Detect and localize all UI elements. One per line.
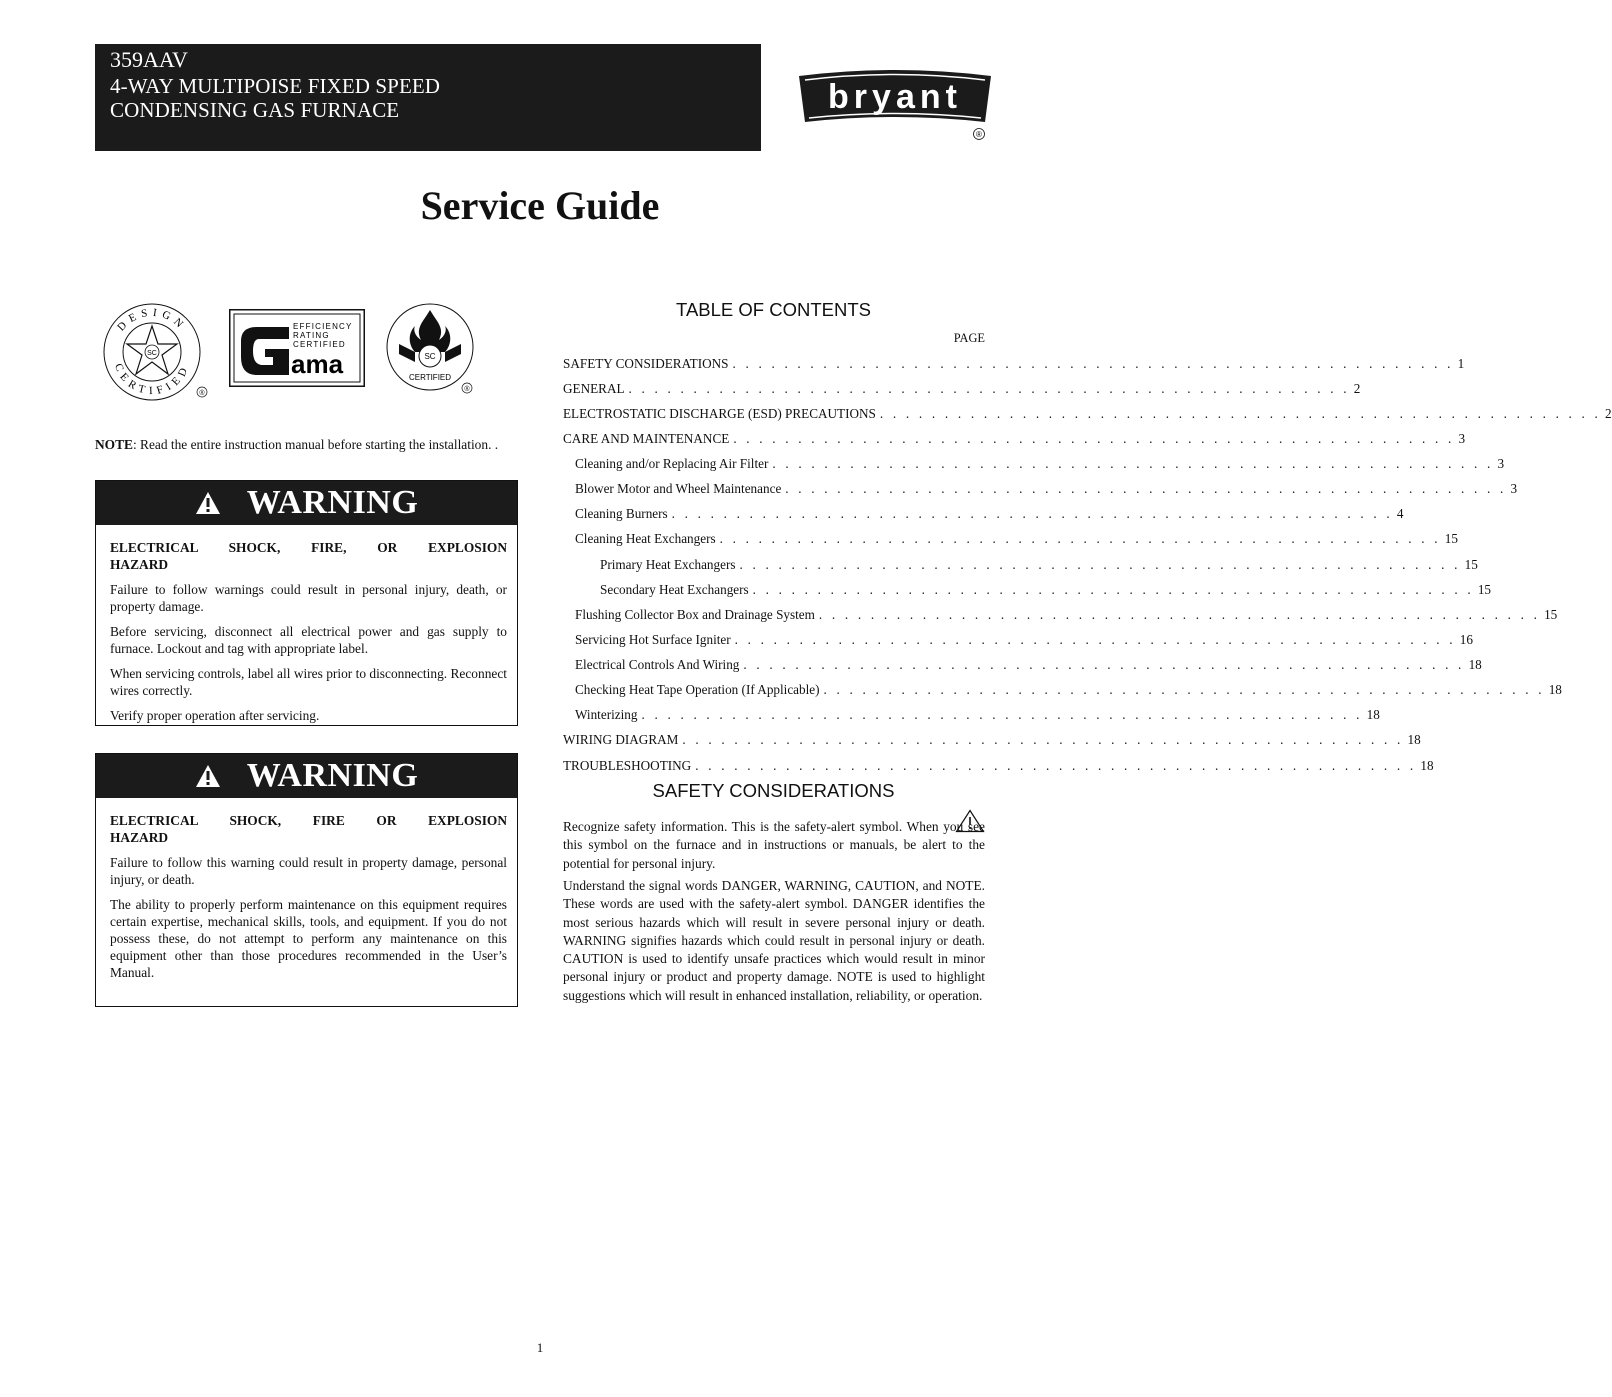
toc-leader: . . . . . . . . . . . . . . . . . . . . . . . . . . . . . . . . . . . . . . . . . . . . . . . . . . . . . . . . bbox=[641, 707, 1363, 722]
toc-leader: . . . . . . . . . . . . . . . . . . . . . . . . . . . . . . . . . . . . . . . . . . . . . . . . . . . . . . . . bbox=[733, 431, 1455, 446]
warning-box-2 bbox=[95, 753, 518, 1007]
toc-item[interactable] bbox=[575, 505, 1404, 523]
hazard-title-1-line2: HAZARD bbox=[110, 557, 169, 572]
toc-item-page: 18 bbox=[1407, 732, 1421, 747]
toc-item[interactable] bbox=[563, 380, 1361, 398]
toc-item[interactable] bbox=[563, 731, 1421, 749]
toc-item-label: ELECTROSTATIC DISCHARGE (ESD) PRECAUTIONS bbox=[563, 405, 880, 423]
toc-leader: . . . . . . . . . . . . . . . . . . . . . . . . . . . . . . . . . . . . . . . . . . . . . . . . . . . . . . . . bbox=[695, 758, 1417, 773]
toc-leader: . . . . . . . . . . . . . . . . . . . . . . . . . . . . . . . . . . . . . . . . . . . . . . . . . . . . . . . . bbox=[739, 557, 1461, 572]
toc-leader: . . . . . . . . . . . . . . . . . . . . . . . . . . . . . . . . . . . . . . . . . . . . . . . . . . . . . . . . bbox=[671, 506, 1393, 521]
gama-line2: RATING bbox=[293, 331, 330, 340]
toc-item[interactable] bbox=[575, 530, 1458, 548]
design-certified-seal bbox=[100, 300, 210, 404]
toc-item-page: 18 bbox=[1366, 707, 1380, 722]
toc-item[interactable] bbox=[575, 681, 1562, 699]
safety-paragraph-2: Understand the signal words DANGER, WARNING, CAUTION, and NOTE. These words are used with the safety-alert symbol. DANGER identifies the most serious hazards which will result in severe personal injury or death. WARNING signifies hazards which could result in personal injury or death. CAUTION is used to identify unsafe practices which would result in minor personal injury or product and property damage. NOTE is used to highlight suggestions which will result in enhanced installation, reliability, or operation. bbox=[563, 878, 985, 1003]
toc-item[interactable] bbox=[563, 355, 1465, 373]
gama-logo-text: ama bbox=[291, 349, 344, 379]
product-title-line1: 4-WAY MULTIPOISE FIXED SPEED bbox=[110, 74, 441, 98]
design-seal-bottom-text: CERTIFIED bbox=[111, 361, 193, 398]
safety-considerations-title: SAFETY CONSIDERATIONS bbox=[652, 780, 895, 801]
warning1-paragraph: Failure to follow warnings could result in personal injury, death, or property damage. bbox=[110, 582, 507, 614]
toc-leader: . . . . . . . . . . . . . . . . . . . . . . . . . . . . . . . . . . . . . . . . . . . . . . . . . . . . . . . . bbox=[734, 632, 1456, 647]
gama-efficiency-logo bbox=[229, 309, 365, 387]
toc-item[interactable] bbox=[563, 430, 1466, 448]
toc-item-page: 15 bbox=[1464, 557, 1478, 572]
toc-item-page: 3 bbox=[1458, 431, 1466, 446]
warning2-paragraph: The ability to properly perform maintenance on this equipment requires certain expertise, mechanical skills, tools, and equipment. If you do not possess these, do not attempt to perform any maintenance on this equipment other than those procedures recommended in the User’s Manual. bbox=[110, 897, 507, 980]
toc-item-label: Secondary Heat Exchangers bbox=[600, 581, 753, 599]
safety-alert-icon bbox=[195, 491, 221, 515]
toc-leader: . . . . . . . . . . . . . . . . . . . . . . . . . . . . . . . . . . . . . . . . . . . . . . . . . . . . . . . . bbox=[879, 406, 1602, 421]
toc-page-header: PAGE bbox=[953, 331, 985, 345]
hazard-title-2-line2: HAZARD bbox=[110, 830, 169, 845]
toc-title: TABLE OF CONTENTS bbox=[676, 299, 871, 320]
toc-item-label: Cleaning Burners bbox=[575, 505, 672, 523]
toc-item-page: 15 bbox=[1544, 607, 1558, 622]
toc-item-page: 2 bbox=[1353, 381, 1361, 396]
toc-item-page: 18 bbox=[1548, 682, 1562, 697]
toc-item[interactable] bbox=[575, 455, 1505, 473]
toc-leader: . . . . . . . . . . . . . . . . . . . . . . . . . . . . . . . . . . . . . . . . . . . . . . . . . . . . . . . . bbox=[628, 381, 1350, 396]
toc-leader: . . . . . . . . . . . . . . . . . . . . . . . . . . . . . . . . . . . . . . . . . . . . . . . . . . . . . . . . bbox=[823, 682, 1545, 697]
safety-alert-icon bbox=[195, 764, 221, 788]
toc-item-label: Checking Heat Tape Operation (If Applicable) bbox=[575, 681, 824, 699]
safety-paragraph-1: Recognize safety information. This is the safety-alert symbol. When you see this symbol on the furnace and in instructions or manuals, be alert to the potential for personal injury. bbox=[563, 819, 985, 871]
warning-header-2 bbox=[96, 754, 517, 798]
toc-item-page: 15 bbox=[1477, 582, 1492, 597]
toc-leader: . . . . . . . . . . . . . . . . . . . . . . . . . . . . . . . . . . . . . . . . . . . . . . . . . . . . . . . . bbox=[752, 582, 1474, 597]
toc-item-label: GENERAL bbox=[563, 380, 629, 398]
warning1-paragraph: Before servicing, disconnect all electrical power and gas supply to furnace. Lockout and tag with appropriate label. bbox=[110, 624, 507, 656]
toc-item-label: CARE AND MAINTENANCE bbox=[563, 430, 733, 448]
design-seal-center: SC bbox=[147, 350, 157, 357]
toc-item-label: Primary Heat Exchangers bbox=[600, 556, 740, 574]
header-banner bbox=[95, 44, 761, 151]
gas-seal-registered: ® bbox=[464, 386, 470, 393]
bryant-logo bbox=[795, 62, 995, 142]
toc-item[interactable] bbox=[575, 656, 1482, 674]
toc-item-label: Electrical Controls And Wiring bbox=[575, 656, 743, 674]
brand-registered: ® bbox=[976, 130, 982, 139]
toc-leader: . . . . . . . . . . . . . . . . . . . . . . . . . . . . . . . . . . . . . . . . . . . . . . . . . . . . . . . . bbox=[818, 607, 1541, 622]
warning1-paragraph: Verify proper operation after servicing. bbox=[110, 708, 320, 723]
toc-item-label: Blower Motor and Wheel Maintenance bbox=[575, 480, 785, 498]
toc-leader: . . . . . . . . . . . . . . . . . . . . . . . . . . . . . . . . . . . . . . . . . . . . . . . . . . . . . . . . bbox=[719, 531, 1441, 546]
toc-item[interactable] bbox=[575, 480, 1518, 498]
svg-text:CERTIFIED bbox=[112, 362, 192, 398]
gama-line3: CERTIFIED bbox=[293, 340, 346, 349]
design-seal-top-text: DESIGN bbox=[115, 306, 189, 334]
toc-leader: . . . . . . . . . . . . . . . . . . . . . . . . . . . . . . . . . . . . . . . . . . . . . . . . . . . . . . . . bbox=[772, 456, 1494, 471]
warning2-paragraph: Failure to follow this warning could result in property damage, personal injury, or death. bbox=[110, 855, 507, 887]
toc-leader: . . . . . . . . . . . . . . . . . . . . . . . . . . . . . . . . . . . . . . . . . . . . . . . . . . . . . . . . bbox=[743, 657, 1465, 672]
toc-item-page: 15 bbox=[1444, 531, 1458, 546]
toc-item-label: WIRING DIAGRAM bbox=[563, 731, 682, 749]
warning-word-2: WARNING bbox=[246, 757, 419, 794]
note-text: : Read the entire instruction manual before starting the installation. . bbox=[132, 437, 499, 452]
model-number: 359AAV bbox=[110, 47, 188, 72]
toc-item-page: 4 bbox=[1396, 506, 1404, 521]
warning-header-1 bbox=[96, 481, 517, 525]
toc-item-page: 3 bbox=[1497, 456, 1505, 471]
toc-item[interactable] bbox=[600, 556, 1478, 574]
toc-item[interactable] bbox=[563, 405, 1612, 423]
gas-seal-label: CERTIFIED bbox=[408, 373, 452, 382]
installation-note bbox=[95, 436, 518, 454]
toc-item-page: 3 bbox=[1510, 481, 1518, 496]
toc-item[interactable] bbox=[575, 606, 1558, 624]
toc-item-page: 18 bbox=[1468, 657, 1482, 672]
toc-item-page: 16 bbox=[1459, 632, 1473, 647]
product-title-line2: CONDENSING GAS FURNACE bbox=[110, 98, 400, 122]
toc-item-label: TROUBLESHOOTING bbox=[563, 757, 695, 775]
toc-item-page: 2 bbox=[1605, 406, 1612, 421]
gama-line1: EFFICIENCY bbox=[293, 322, 353, 331]
toc-item[interactable] bbox=[575, 631, 1473, 649]
warning-box-1 bbox=[95, 480, 518, 726]
hazard-title-1: ELECTRICAL SHOCK, FIRE, OR EXPLOSION bbox=[110, 540, 507, 555]
toc-item[interactable] bbox=[575, 706, 1380, 724]
page-number: 1 bbox=[536, 1340, 544, 1355]
toc-leader: . . . . . . . . . . . . . . . . . . . . . . . . . . . . . . . . . . . . . . . . . . . . . . . . . . . . . . . . bbox=[732, 356, 1454, 371]
toc-item-label: SAFETY CONSIDERATIONS bbox=[563, 355, 732, 373]
warning-word-1: WARNING bbox=[246, 484, 419, 521]
toc-item-label: Cleaning Heat Exchangers bbox=[575, 530, 720, 548]
brand-name: bryant bbox=[828, 78, 962, 116]
toc-item-page: 18 bbox=[1420, 758, 1434, 773]
toc-item-page: 1 bbox=[1457, 356, 1465, 371]
toc-leader: . . . . . . . . . . . . . . . . . . . . . . . . . . . . . . . . . . . . . . . . . . . . . . . . . . . . . . . . bbox=[785, 481, 1507, 496]
design-seal-registered: ® bbox=[199, 390, 205, 397]
toc-item[interactable] bbox=[563, 757, 1434, 775]
toc-item-label: Winterizing bbox=[575, 706, 641, 724]
svg-text:DESIGN bbox=[115, 307, 189, 334]
gas-certified-seal bbox=[385, 300, 477, 398]
toc-item-label: Flushing Collector Box and Drainage System bbox=[575, 606, 819, 624]
toc-leader: . . . . . . . . . . . . . . . . . . . . . . . . . . . . . . . . . . . . . . . . . . . . . . . . . . . . . . . . bbox=[682, 732, 1404, 747]
toc-item-label: Cleaning and/or Replacing Air Filter bbox=[575, 455, 772, 473]
warning1-paragraph: When servicing controls, label all wires prior to disconnecting. Reconnect wires correctly. bbox=[110, 666, 507, 698]
gas-seal-center: SC bbox=[424, 352, 436, 361]
toc-item[interactable] bbox=[600, 581, 1492, 599]
hazard-title-2: ELECTRICAL SHOCK, FIRE OR EXPLOSION bbox=[110, 813, 507, 828]
note-label: NOTE bbox=[95, 437, 133, 452]
document-title: Service Guide bbox=[420, 183, 660, 228]
toc-item-label: Servicing Hot Surface Igniter bbox=[575, 631, 735, 649]
